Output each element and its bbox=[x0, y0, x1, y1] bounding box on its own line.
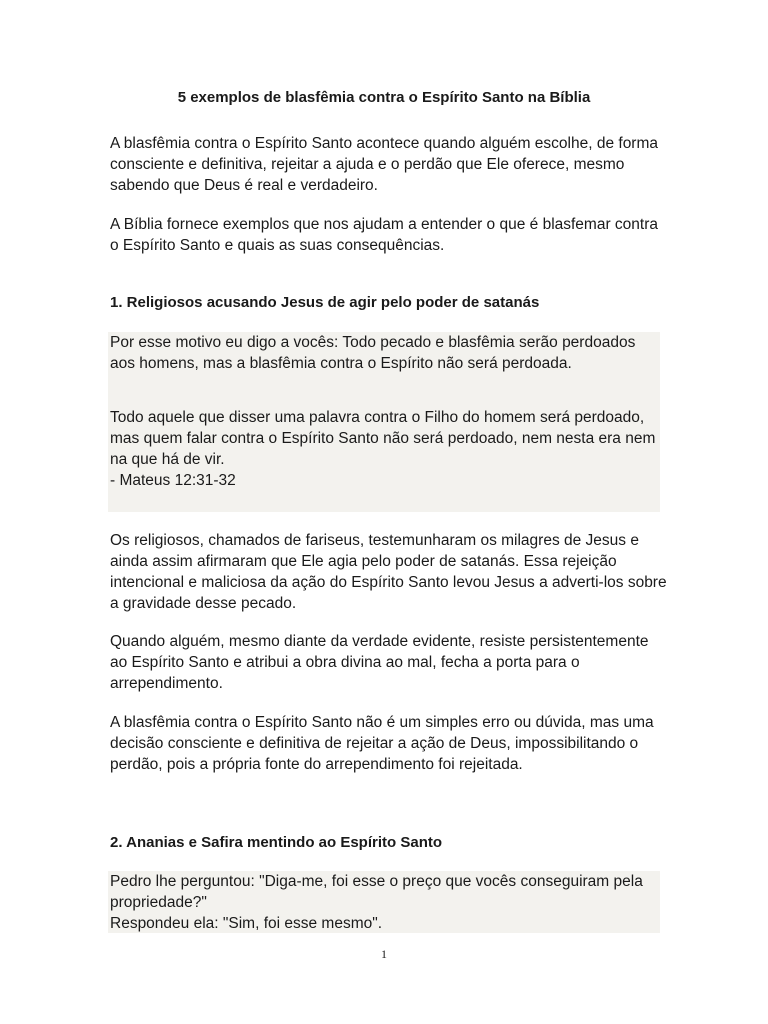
quote-reference: - Mateus 12:31-32 bbox=[110, 472, 236, 489]
quote-line-2: Respondeu ela: "Sim, foi esse mesmo". bbox=[110, 915, 383, 932]
section-1-body-paragraph-1: Os religiosos, chamados de fariseus, testemunharam os milagres de Jesus e ainda assim afirmaram que Ele agia pelo poder de satanás. Essa rejeição intencional e maliciosa da ação do Espírito Santo levou Jesus a adverti-los sobre a gravidade desse pecado. bbox=[110, 532, 667, 612]
page-number: 1 bbox=[381, 947, 387, 961]
section-2-quote-block bbox=[108, 871, 660, 933]
document-title: 5 exemplos de blasfêmia contra o Espírito Santo na Bíblia bbox=[177, 89, 591, 106]
section-1-quote-block bbox=[108, 332, 660, 512]
quote-paragraph-1: Por esse motivo eu digo a vocês: Todo pecado e blasfêmia serão perdoados aos homens, mas a blasfêmia contra o Espírito não será perdoada. bbox=[110, 334, 636, 372]
intro-paragraph-1: A blasfêmia contra o Espírito Santo acontece quando alguém escolhe, de forma consciente e definitiva, rejeitar a ajuda e o perdão que Ele oferece, mesmo sabendo que Deus é real e verdadeiro. bbox=[110, 135, 659, 194]
quote-line-1: Pedro lhe perguntou: "Diga-me, foi esse o preço que vocês conseguiram pela propriedade?" bbox=[110, 873, 643, 911]
section-1-heading: 1. Religiosos acusando Jesus de agir pelo poder de satanás bbox=[110, 294, 540, 311]
section-1-body-paragraph-3: A blasfêmia contra o Espírito Santo não é um simples erro ou dúvida, mas uma decisão consciente e definitiva de rejeitar a ação de Deus, impossibilitando o perdão, pois a própria fonte do arrependimento foi rejeitada. bbox=[110, 714, 654, 773]
intro-paragraph-2: A Bíblia fornece exemplos que nos ajudam a entender o que é blasfemar contra o Espírito Santo e quais as suas consequências. bbox=[110, 216, 659, 254]
section-1-body-paragraph-2: Quando alguém, mesmo diante da verdade evidente, resiste persistentemente ao Espírito Santo e atribui a obra divina ao mal, fecha a porta para o arrependimento. bbox=[110, 633, 649, 692]
section-2-heading: 2. Ananias e Safira mentindo ao Espírito Santo bbox=[110, 834, 443, 851]
quote-paragraph-2: Todo aquele que disser uma palavra contra o Filho do homem será perdoado, mas quem falar contra o Espírito Santo não será perdoado, nem nesta era nem na que há de vir. bbox=[110, 409, 656, 468]
